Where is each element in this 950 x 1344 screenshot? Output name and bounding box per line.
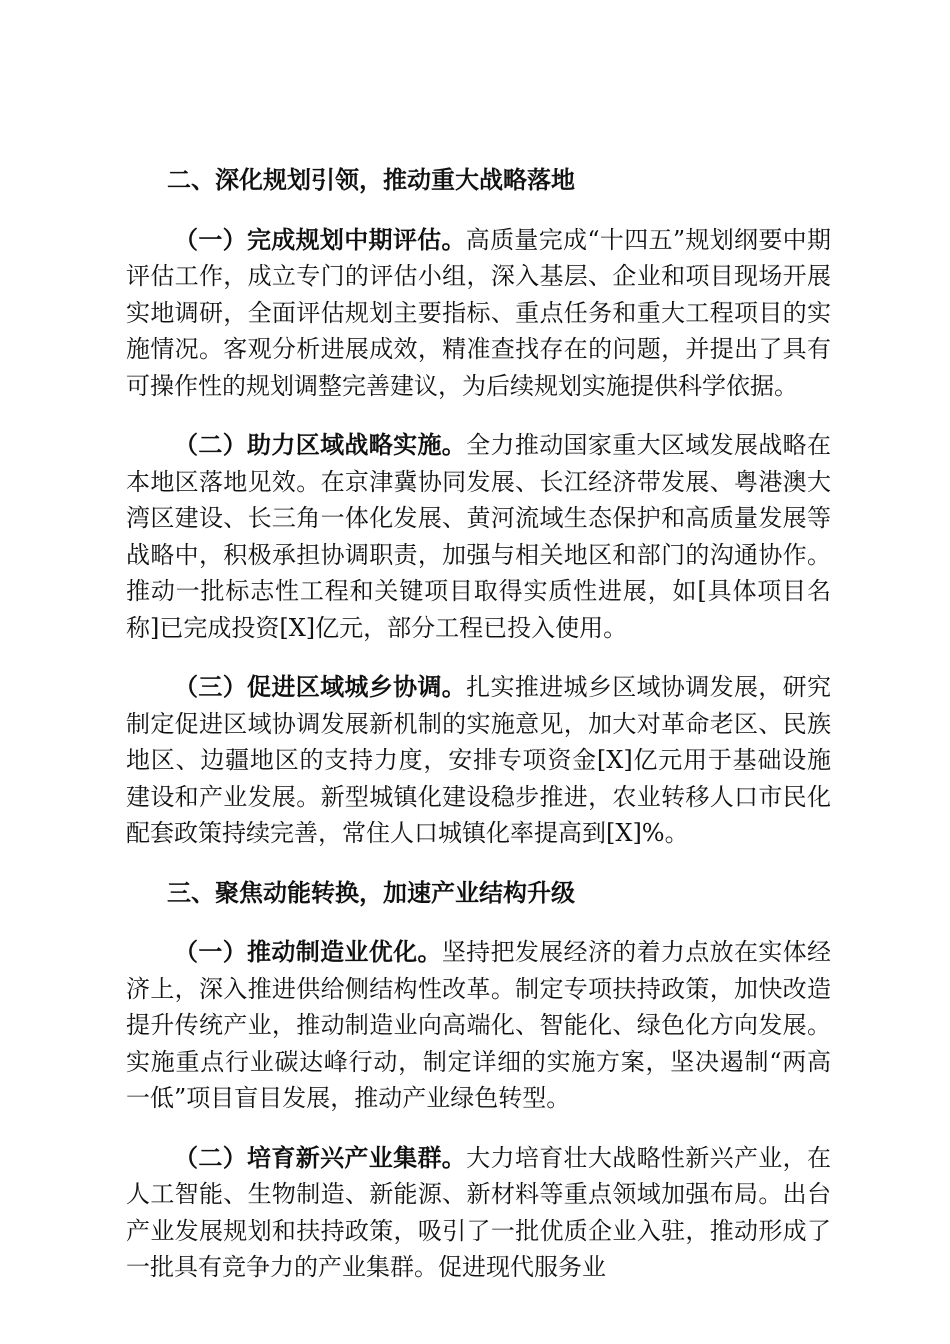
paragraph-body: 高质量完成“十四五”规划纲要中期评估工作，成立专门的评估小组，深入基层、企业和项目现场开展实地调研，全面评估规划主要指标、重点任务和重大工程项目的实施情况。客观分析进展成效，精准查找存在的问题，并提出了具有可操作性的规划调整完善建议，为后续规划实施提供科学依据。 — [126, 225, 831, 400]
paragraph-lead: （一）推动制造业优化。 — [174, 937, 442, 966]
section-heading: 二、深化规划引领，推动重大战略落地 — [167, 165, 575, 194]
paragraph — [126, 1140, 831, 1286]
paragraph — [126, 427, 831, 646]
paragraph — [126, 222, 831, 405]
paragraph — [126, 934, 831, 1117]
paragraph-lead: （一）完成规划中期评估。 — [174, 224, 466, 254]
paragraph-body: 扎实推进城乡区域协调发展，研究制定促进区域协调发展新机制的实施意见，加大对革命老区、民族地区、边疆地区的支持力度，安排专项资金[X]亿元用于基础设施建设和产业发展。新型城镇化建设稳步推进，农业转移人口市民化配套政策持续完善，常住人口城镇化率提高到[X]%。 — [126, 673, 832, 847]
paragraph-body: 坚持把发展经济的着力点放在实体经济上，深入推进供给侧结构性改革。制定专项扶持政策，加快改造提升传统产业，推动制造业向高端化、智能化、绿色化方向发展。实施重点行业碳达峰行动，制定详细的实施方案，坚决遏制“两高一低”项目盲目发展，推动产业绿色转型。 — [126, 938, 832, 1112]
document-body — [126, 162, 831, 1309]
paragraph-body: 全力推动国家重大区域发展战略在本地区落地见效。在京津冀协同发展、长江经济带发展、粤港澳大湾区建设、长三角一体化发展、黄河流域生态保护和高质量发展等战略中，积极承担协调职责，加强与相关地区和部门的沟通协作。推动一批标志性工程和关键项目取得实质性进展，如[具体项目名称]已完成投资[X]亿元，部分工程已投入使用。 — [126, 431, 832, 642]
paragraph-body: 大力培育壮大战略性新兴产业，在人工智能、生物制造、新能源、新材料等重点领域加强布局。出台产业发展规划和扶持政策，吸引了一批优质企业入驻，推动形成了一批具有竞争力的产业集群。促进现代服务业 — [126, 1143, 832, 1281]
paragraph-lead: （二）助力区域战略实施。 — [174, 430, 467, 459]
paragraph-lead: （二）培育新兴产业集群。 — [174, 1142, 467, 1172]
paragraph — [126, 669, 831, 852]
paragraph-lead: （三）促进区域城乡协调。 — [174, 672, 467, 701]
section-heading: 三、聚焦动能转换，加速产业结构升级 — [167, 877, 575, 907]
